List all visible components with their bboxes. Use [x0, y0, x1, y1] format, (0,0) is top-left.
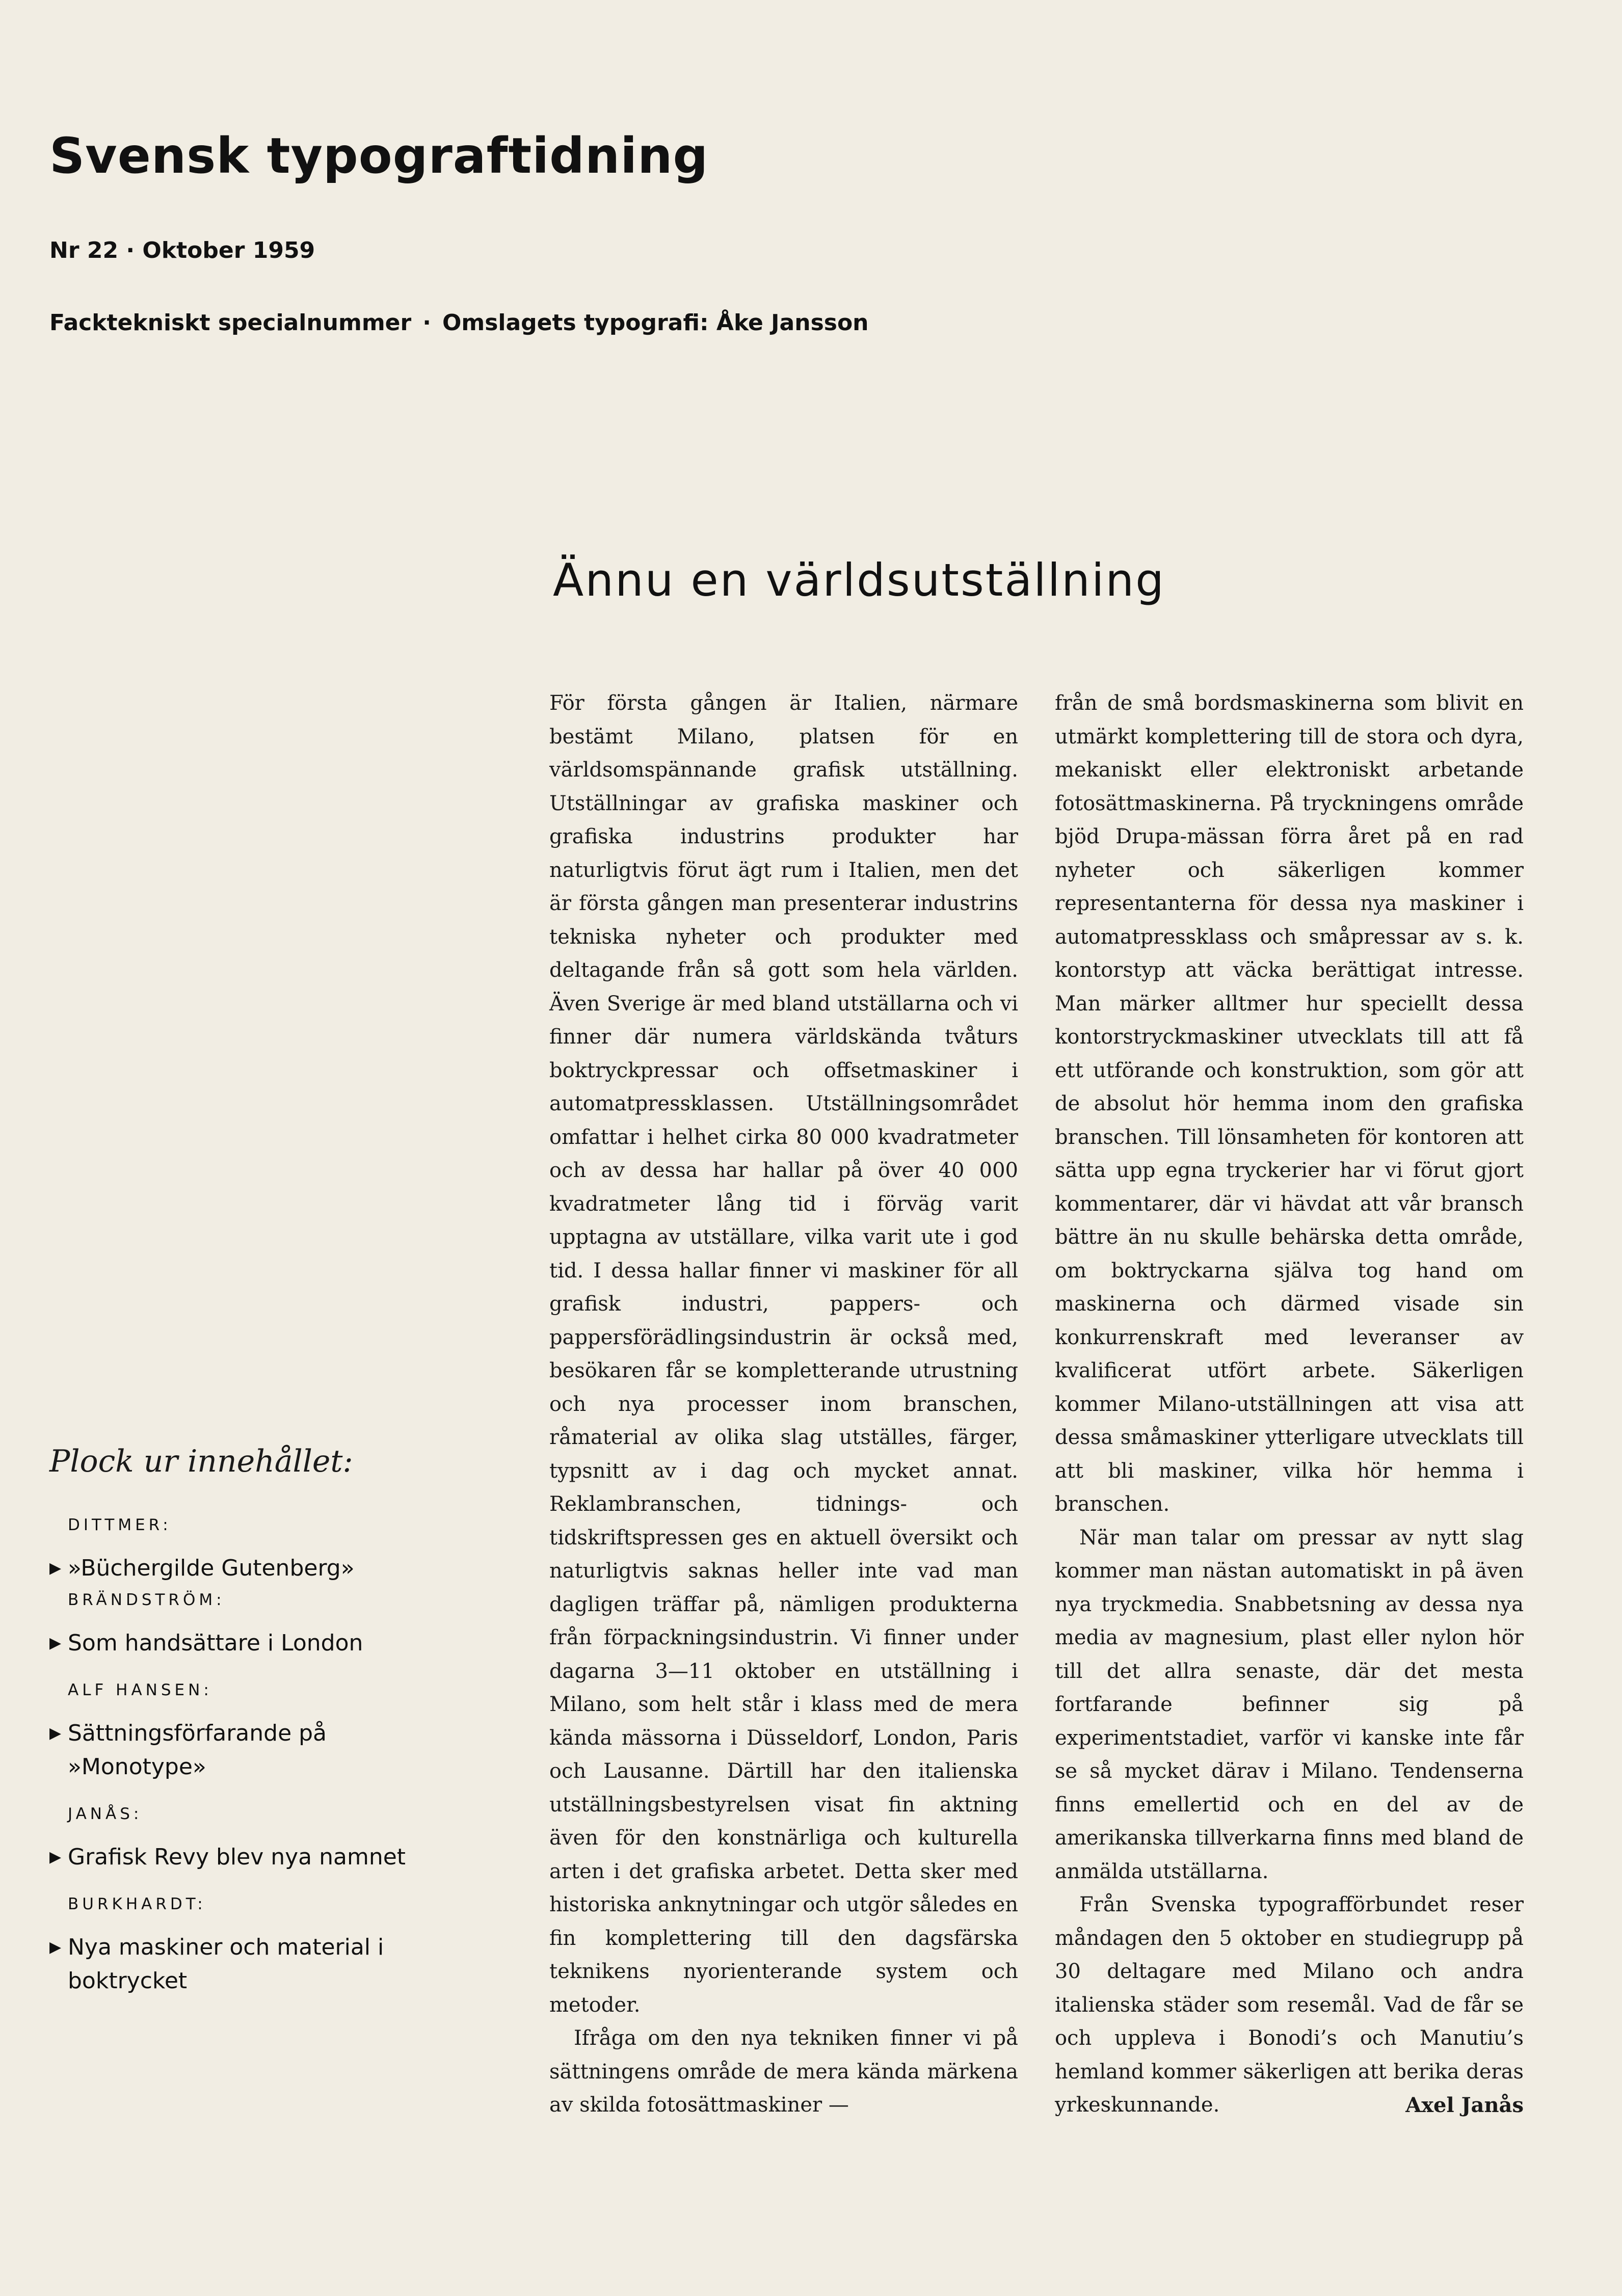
article-paragraph: Ifråga om den nya tekniken finner vi på sättningens område de mera kända märkena av skilda fotosättmaskiner — [549, 2026, 1018, 2117]
contents-list [49, 1517, 437, 2020]
contents-author: BRÄNDSTRÖM: [68, 1591, 225, 1609]
contents-author: ALF HANSEN: [68, 1681, 212, 1699]
subline-cover-credit: Omslagets typografi: Åke Jansson [442, 310, 869, 336]
triangle-right-icon: ▶ [49, 1724, 62, 1742]
triangle-right-icon: ▶ [49, 1848, 62, 1866]
article-paragraph: När man talar om pressar av nytt slag kommer man nästan automatiskt in på även nya tryckmedia. Snabbetsning av dessa nya media av magnesium, plast eller nylon hör till det allra senaste, där det mesta fortfarande befinner sig på experimentstadiet, varför vi kanske inte får se så mycket därav i Milano. Tendenserna finns emellertid och en del av de amerikanska tillverkarna finns med bland de anmälda utställarna. [1055, 1526, 1524, 1883]
contents-author: DITTMER: [68, 1516, 172, 1534]
article-paragraph: För första gången är Italien, närmare bestämt Milano, platsen för en världsomspännande grafisk utställning. Utställningar av grafiska maskiner och grafiska industrins produkter har naturligtvis förut ägt rum i Italien, men det är första gången man presenterar industrins tekniska nyheter och produkter med deltagande från så gott som hela världen. Även Sverige är med bland utställarna och vi finner där numera världskända tvåturs boktryckpressar och offsetmaskiner i automatpressklassen. Utställningsområdet omfattar i helhet cirka 80 000 kvadratmeter och av dessa har hallar på över 40 000 kvadratmeter lång tid i förväg varit upptagna av utställare, vilka varit ute i god tid. I dessa hallar finner vi maskiner för all grafisk industri, pappers- och pappersförädlingsindustrin är också med, besökaren får se kompletterande utrustning och nya processer inom branschen, råmaterial av olika slag utställes, färger, typsnitt av i dag och mycket annat. Reklambranschen, tidnings- och tidskriftspressen ges en aktuell översikt och naturligtvis saknas heller inte vad man dagligen träffar på, nämligen produkterna från förpackningsindustrin. Vi finner under dagarna 3—11 oktober en utställning i Milano, som helt står i klass med de mera kända mässorna i Düsseldorf, London, Paris och Lausanne. Därtill har den italienska utställningsbestyrelsen visat fin aktning även för den konstnärliga och kulturella arten i det grafiska arbetet. Detta sker med historiska anknytningar och utgör således en fin komplettering till den dagsfärska teknikens nyorienterande system och metoder. [549, 691, 1018, 2017]
subline [49, 312, 869, 334]
subline-issue-type: Facktekniskt specialnummer [49, 310, 412, 336]
contents-item-title: »Büchergilde Gutenberg» [68, 1555, 355, 1581]
article-paragraph-text: Från Svenska typograﬀörbundet reser måndagen den 5 oktober en studiegrupp på 30 deltagare med Milano och andra italienska städer som resemål. Vad de får se och uppleva i Bonodi’s och Manutiu’s hemland kommer säkerligen att berika deras yrkeskunnande. [1055, 1893, 1524, 2117]
triangle-right-icon: ▶ [49, 1559, 62, 1577]
issue-line: Nr 22 · Oktober 1959 [49, 237, 315, 263]
contents-author: JANÅS: [68, 1805, 143, 1823]
triangle-right-icon: ▶ [49, 1634, 62, 1652]
article-headline: Ännu en världsutställning [553, 554, 1166, 606]
contents-item-title: Grafisk Revy blev nya namnet [68, 1844, 406, 1870]
article-signature: Axel Janås [1405, 2093, 1524, 2117]
contents-item-title: Nya maskiner och material i boktrycket [68, 1934, 384, 1994]
contents-item [49, 1552, 437, 1585]
contents-item [49, 1626, 437, 1660]
article-column-left [549, 687, 1018, 2122]
masthead-title: Svensk typograftidning [49, 127, 709, 184]
contents-item [49, 1717, 437, 1784]
article-column-right [1055, 687, 1524, 2122]
contents-item [49, 1840, 437, 1874]
triangle-right-icon: ▶ [49, 1938, 62, 1956]
contents-item-title: Som handsättare i London [68, 1630, 363, 1656]
contents-title: Plock ur innehållet: [49, 1444, 353, 1479]
article-paragraph: från de små bordsmaskinerna som blivit en utmärkt komplettering till de stora och dyra, mekaniskt eller elektroniskt arbetande fotosättmaskinerna. På tryckningens område bjöd Drupa-mässan förra året på en rad nyheter och säkerligen kommer representanterna för dessa nya maskiner i automatpressklass och småpressar av s. k. kontorstyp att väcka berättigat intresse. Man märker alltmer hur speciellt dessa kontorstryckmaskiner utvecklats till att få ett utförande och konstruktion, som gör att de absolut hör hemma inom den grafiska branschen. Till lönsamheten för kontoren att sätta upp egna tryckerier har vi förut gjort kommentarer, där vi hävdat att vår bransch bättre än nu skulle behärska detta område, om boktryckarna själva tog hand om maskinerna och därmed visade sin konkurrenskraft med leveranser av kvalificerat utfört arbete. Säkerligen kommer Milano-utställningen att visa att dessa småmaskiner ytterligare utvecklats till att bli maskiner, vilka hör hemma i branschen. [1055, 691, 1524, 1516]
contents-item-title: Sättningsförfarande på »Monotype» [68, 1720, 327, 1780]
subline-separator: · [422, 310, 431, 336]
contents-item [49, 1931, 437, 1998]
article-paragraph-last [1055, 1888, 1524, 2122]
contents-author: BURKHARDT: [68, 1895, 206, 1913]
